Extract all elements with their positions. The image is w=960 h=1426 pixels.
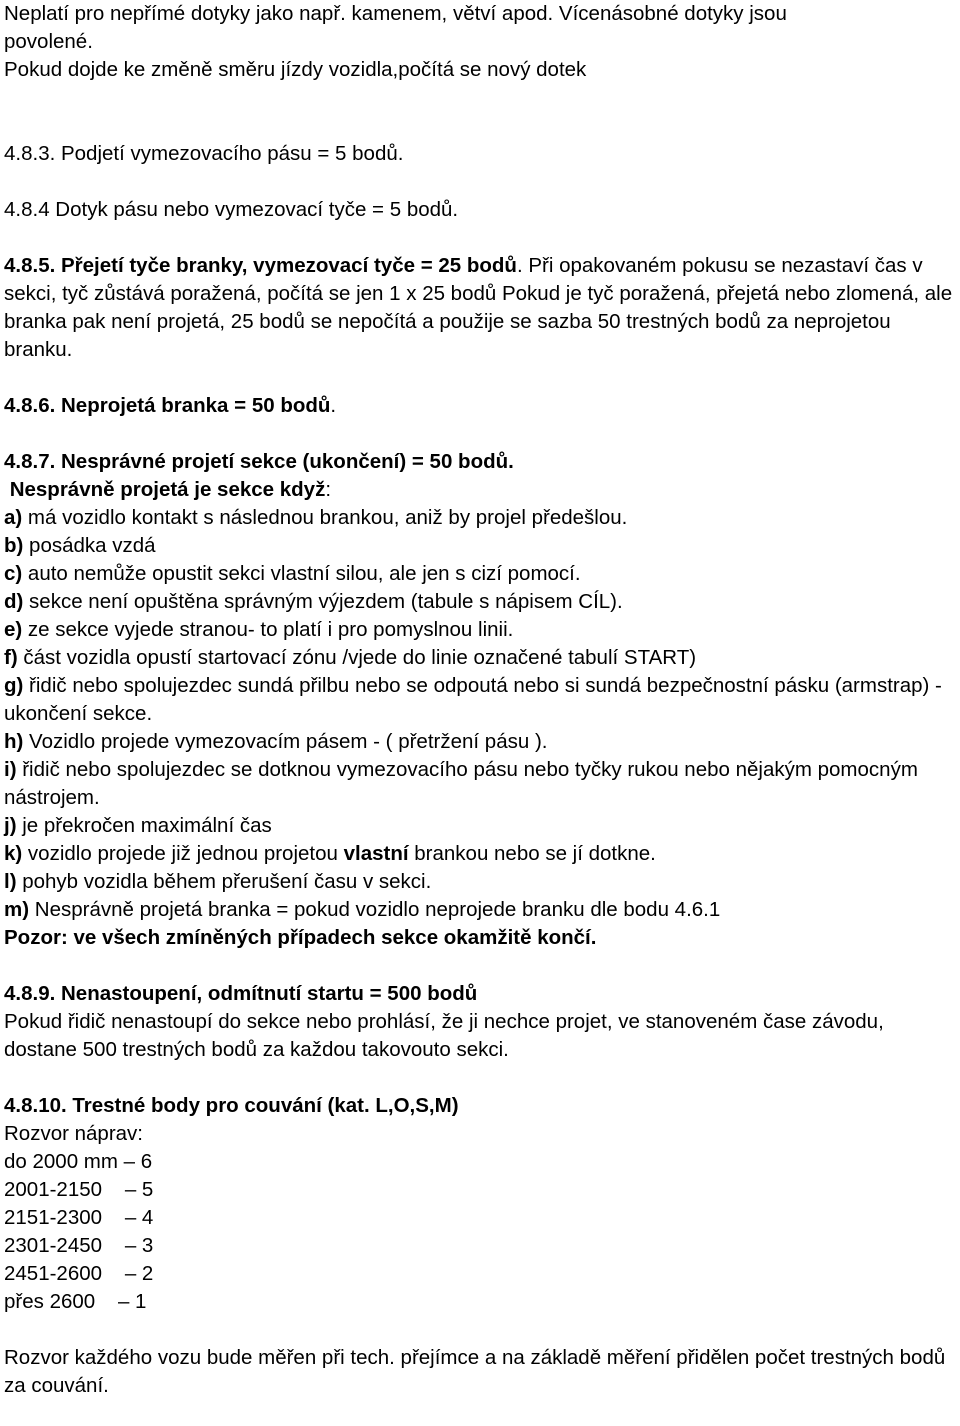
item-label: c) <box>4 562 23 585</box>
list-item <box>4 812 958 840</box>
list-item <box>4 504 958 532</box>
section-4-8-9-text: Pokud řidič nenastoupí do sekce nebo prohlásí, že ji nechce projet, ve stanoveném čase závodu, dostane 500 trestných bodů za každou takovouto sekci. <box>4 1010 884 1061</box>
wheelbase-row: 2301-2450 – 3 <box>4 1234 154 1257</box>
wheelbase-row: 2451-2600 – 2 <box>4 1262 154 1285</box>
item-label: j) <box>4 814 17 837</box>
list-item <box>4 588 958 616</box>
spacer <box>4 168 958 196</box>
wheelbase-row: 2001-2150 – 5 <box>4 1178 154 1201</box>
list-item <box>4 868 958 896</box>
list-item <box>4 560 958 588</box>
section-4-8-6 <box>4 392 958 420</box>
item-label: l) <box>4 870 17 893</box>
list-item <box>4 644 958 672</box>
item-text-bold: vlastní <box>343 842 409 865</box>
list-item <box>4 756 958 812</box>
spacer <box>4 224 958 252</box>
item-text: Vozidlo projede vymezovacím pásem - ( přetržení pásu ). <box>23 730 548 753</box>
section-4-8-6-heading: 4.8.6. Neprojetá branka = 50 bodů <box>4 394 331 417</box>
item-text: ze sekce vyjede stranou- to platí i pro pomyslnou linii. <box>22 618 514 641</box>
section-4-8-10-heading <box>4 1092 958 1120</box>
warning-text <box>4 924 958 952</box>
wheelbase-row: přes 2600 – 1 <box>4 1290 147 1313</box>
section-4-8-4: 4.8.4 Dotyk pásu nebo vymezovací tyče = 5 bodů. <box>4 198 459 221</box>
item-label: g) <box>4 674 24 697</box>
item-text: část vozidla opustí startovací zónu /vjede do linie označené tabulí START) <box>17 646 697 669</box>
intro-line-2: povolené. <box>4 30 93 53</box>
item-text: vozidlo projede již jednou projetou <box>22 842 344 865</box>
wheelbase-row: do 2000 mm – 6 <box>4 1150 153 1173</box>
document <box>4 0 958 1400</box>
item-label: k) <box>4 842 23 865</box>
item-label: h) <box>4 730 24 753</box>
section-4-8-6-tail: . <box>330 394 337 417</box>
section-4-8-5-heading: 4.8.5. Přejetí tyče branky, vymezovací tyče = 25 bodů <box>4 254 517 277</box>
item-text: má vozidlo kontakt s následnou brankou, aniž by projel předešlou. <box>22 506 628 529</box>
list-item <box>4 616 958 644</box>
spacer <box>4 952 958 980</box>
intro-line-1: Neplatí pro nepřímé dotyky jako např. kamenem, větví apod. Vícenásobné dotyky jsou <box>4 2 787 25</box>
list-item <box>4 840 958 868</box>
item-text: auto nemůže opustit sekci vlastní silou, ale jen s cizí pomocí. <box>22 562 581 585</box>
section-4-8-7-subheading <box>4 476 958 504</box>
section-4-8-10-footer: Rozvor každého vozu bude měřen při tech. přejímce a na základě měření přidělen počet trestných bodů za couvání. <box>4 1346 946 1397</box>
section-4-8-5 <box>4 252 958 364</box>
list-item <box>4 896 958 924</box>
item-text: sekce není opuštěna správným výjezdem (tabule s nápisem CÍL). <box>23 590 623 613</box>
item-text: posádka vzdá <box>23 534 156 557</box>
section-4-8-3: 4.8.3. Podjetí vymezovacího pásu = 5 bodů. <box>4 142 404 165</box>
list-item <box>4 672 958 728</box>
wheelbase-row: 2151-2300 – 4 <box>4 1206 154 1229</box>
section-4-8-10-title: 4.8.10. Trestné body pro couvání (kat. L,O,S,M) <box>4 1094 459 1117</box>
subheading-text: Nesprávně projetá je sekce když <box>4 478 326 501</box>
item-label: i) <box>4 758 17 781</box>
wheelbase-label: Rozvor náprav: <box>4 1122 144 1145</box>
spacer <box>4 364 958 392</box>
section-4-8-9-title: 4.8.9. Nenastoupení, odmítnutí startu = 500 bodů <box>4 982 478 1005</box>
spacer <box>4 1064 958 1092</box>
item-label: b) <box>4 534 24 557</box>
item-text: Nesprávně projetá branka = pokud vozidlo neprojede branku dle bodu 4.6.1 <box>29 898 721 921</box>
item-label: m) <box>4 898 30 921</box>
warning-bold: Pozor: ve všech zmíněných případech sekce okamžitě končí. <box>4 926 597 949</box>
list-item <box>4 728 958 756</box>
spacer <box>4 1316 958 1344</box>
intro-line-3: Pokud dojde ke změně směru jízdy vozidla,počítá se nový dotek <box>4 58 587 81</box>
item-text: je překročen maximální čas <box>16 814 272 837</box>
item-text: řidič nebo spolujezdec se dotknou vymezovacího pásu nebo tyčky rukou nebo nějakým pomocným nástrojem. <box>4 758 918 809</box>
section-4-8-9-heading <box>4 980 958 1008</box>
subheading-tail: : <box>325 478 332 501</box>
section-4-8-7-title: 4.8.7. Nesprávné projetí sekce (ukončení) = 50 bodů. <box>4 450 514 473</box>
list-item <box>4 532 958 560</box>
spacer <box>4 420 958 448</box>
section-4-8-5-text: . Při opakovaném pokusu se nezastaví čas v sekci, tyč zůstává poražená, počítá se jen 1 x 25 bodů Pokud je tyč poražená, přejetá nebo zlomená, ale branka pak není projetá, 25 bodů se nepočítá a použije se sazba 50 trestných bodů za neprojetou branku. <box>4 254 953 361</box>
section-4-8-7-heading <box>4 448 958 476</box>
item-text: pohyb vozidla během přerušení času v sekci. <box>16 870 432 893</box>
item-label: e) <box>4 618 23 641</box>
item-text: řidič nebo spolujezdec sundá přilbu nebo se odpoutá nebo si sundá bezpečnostní pásku (armstrap) - ukončení sekce. <box>4 674 942 725</box>
item-label: f) <box>4 646 18 669</box>
spacer <box>4 84 958 140</box>
item-label: d) <box>4 590 24 613</box>
item-label: a) <box>4 506 23 529</box>
item-text: brankou nebo se jí dotkne. <box>408 842 656 865</box>
